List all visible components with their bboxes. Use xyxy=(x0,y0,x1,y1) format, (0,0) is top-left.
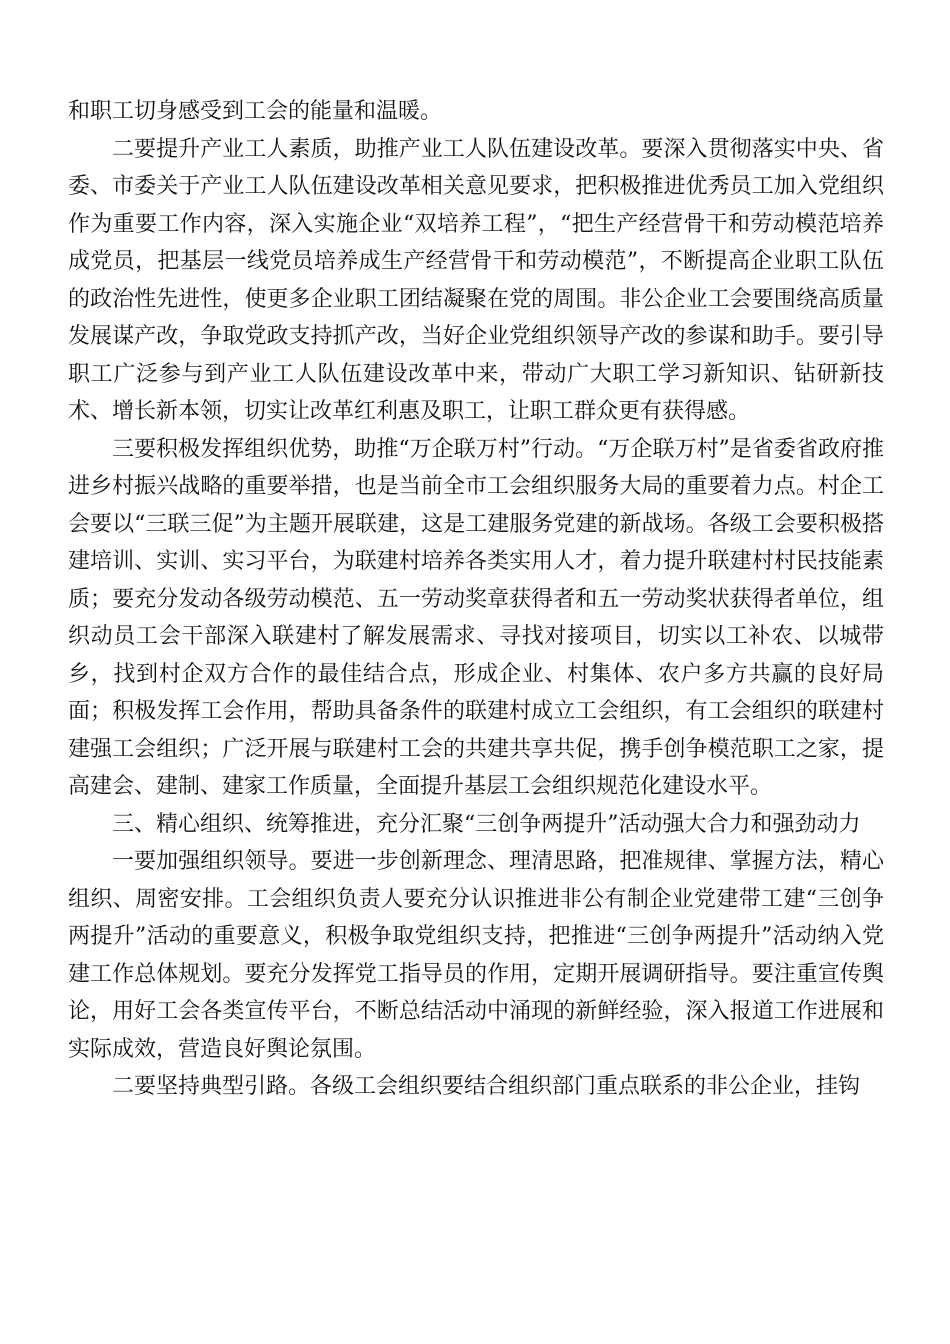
paragraph-continuation: 和职工切身感受到工会的能量和温暖。 xyxy=(68,99,443,124)
paragraph-enterprise-village: 三要积极发挥组织优势，助推“万企联万村”行动。“万企联万村”是省委省政府推进乡村振兴战略的重要举措，也是当前全市工会组织服务大局的重要着力点。村企工会要以“三联三促”为主题开展联建，这是工建服务党建的新战场。各级工会要积极搭建培训、实训、实习平台，为联建村培养各类实用人才，着力提升联建村村民技能素质；要充分发动各级劳动模范、五一劳动奖章获得者和五一劳动奖状获得者单位，组织动员工会干部深入联建村了解发展需求、寻找对接项目，切实以工补农、以城带乡，找到村企双方合作的最佳结合点，形成企业、村集体、农户多方共赢的良好局面；积极发挥工会作用，帮助具备条件的联建村成立工会组织，有工会组织的联建村建强工会组织；广泛开展与联建村工会的共建共享共促，携手创争模范职工之家，提高建会、建制、建家工作质量，全面提升基层工会组织规范化建设水平。 xyxy=(68,436,884,799)
paragraph-organization-leadership: 一要加强组织领导。要进一步创新理念、理清思路，把准规律、掌握方法，精心组织、周密安排。工会组织负责人要充分认识推进非公有制企业党建带工建“三创争两提升”活动的重要意义，积极争取党组织支持，把推进“三创争两提升”活动纳入党建工作总体规划。要充分发挥党工指导员的作用，定期开展调研指导。要注重宣传舆论，用好工会各类宣传平台，不断总结活动中涌现的新鲜经验，深入报道工作进展和实际成效，营造良好舆论氛围。 xyxy=(68,849,884,1062)
document-body xyxy=(68,93,884,1106)
paragraph-model-guidance: 二要坚持典型引路。各级工会组织要结合组织部门重点联系的非公企业，挂钩 xyxy=(112,1074,861,1099)
paragraph-industrial-workers: 二要提升产业工人素质，助推产业工人队伍建设改革。要深入贯彻落实中央、省委、市委关于产业工人队伍建设改革相关意见要求，把积极推进优秀员工加入党组织作为重要工作内容，深入实施企业“双培养工程”，“把生产经营骨干和劳动模范培养成党员，把基层一线党员培养成生产经营骨干和劳动模范”，不断提高企业职工队伍的政治性先进性，使更多企业职工团结凝聚在党的周围。非公企业工会要围绕高质量发展谋产改，争取党政支持抓产改，当好企业党组织领导产改的参谋和助手。要引导职工广泛参与到产业工人队伍建设改革中来，带动广大职工学习新知识、钻研新技术、增长新本领，切实让改革红利惠及职工，让职工群众更有获得感。 xyxy=(68,136,884,424)
section-heading-three: 三、精心组织、统筹推进，充分汇聚“三创争两提升”活动强大合力和强劲动力 xyxy=(112,811,861,837)
